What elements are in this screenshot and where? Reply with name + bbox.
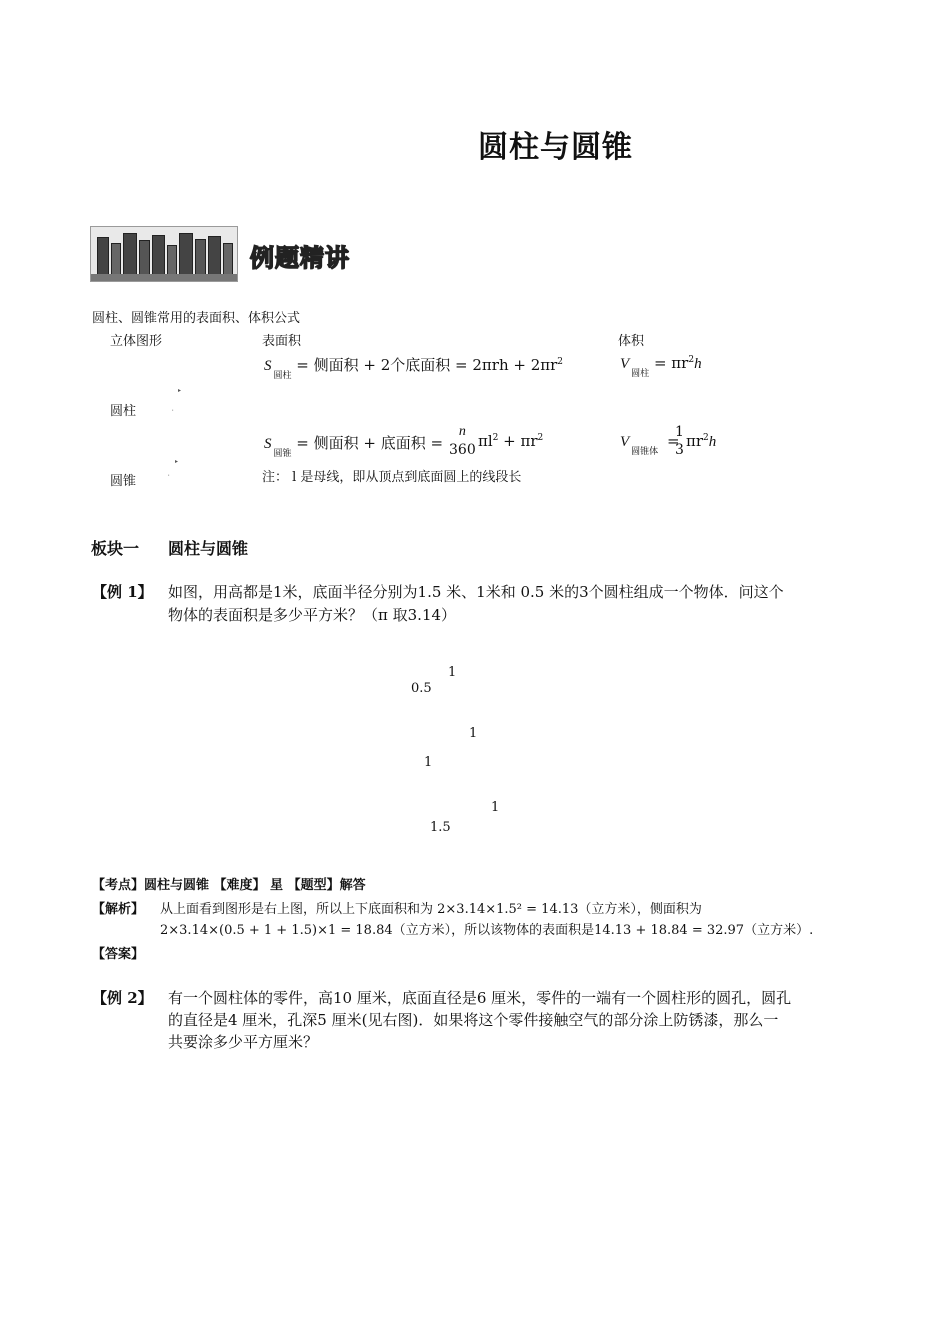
example2-line1: 有一个圆柱体的零件，高10 厘米，底面直径是6 厘米，零件的一端有一个圆柱形的圆孔，圆孔	[168, 989, 792, 1007]
figure-label: 1	[448, 665, 457, 680]
header-shape: 立体图形	[110, 334, 163, 349]
cylinder-surface-formula: $S_{圆柱}$ = 侧面积 + 2个底面积 = $2\pi rh + 2\pi r^2$	[264, 356, 564, 381]
example2-tag: 【例 2】	[92, 989, 153, 1007]
section-title: 圆柱与圆锥	[168, 539, 249, 558]
cone-surface-tail: $\pi l^2 + \pi r^2$	[478, 432, 544, 450]
figure-label: 0.5	[411, 681, 432, 696]
cylinder-volume-formula: $V_{圆柱} = \pi r^2h$	[620, 354, 702, 379]
banner-title: 例题精讲	[250, 244, 350, 272]
cone-volume-fraction: 1 3	[675, 424, 684, 458]
example1-tag: 【例 1】	[92, 583, 153, 601]
cylinder-figure-mark-2: ˌ	[172, 405, 174, 412]
cone-figure-mark: ▸	[175, 458, 179, 465]
cone-volume-tail: $\pi r^2h$	[686, 432, 717, 450]
header-surface: 表面积	[262, 334, 302, 349]
example1-line1: 如图，用高都是1米，底面半径分别为1.5 米、1米和 0.5 米的3个圆柱组成一个物体．问这个	[168, 583, 784, 601]
formula-intro: 圆柱、圆锥常用的表面积、体积公式	[92, 311, 301, 326]
analysis-line1: 从上面看到图形是右上图，所以上下底面积和为 2×3.14×1.5² = 14.13（立方米），侧面积为	[160, 902, 702, 917]
example1-line2: 物体的表面积是多少平方米？（π 取3.14）	[168, 606, 457, 624]
analysis-line2: 2×3.14×(0.5 + 1 + 1.5)×1 = 18.84（立方米），所以该物体的表面积是14.13 + 18.84 = 32.97（立方米）.	[160, 923, 814, 938]
header-volume: 体积	[618, 334, 645, 349]
cone-note: 注： l 是母线，即从顶点到底面圆上的线段长	[262, 470, 522, 485]
figure-label: 1	[491, 800, 500, 815]
example2-line2: 的直径是4 厘米，孔深5 厘米(见右图)．如果将这个零件接触空气的部分涂上防锈漆，那么一	[168, 1011, 779, 1029]
answer-tag: 【答案】	[92, 947, 145, 962]
figure-label: 1	[424, 755, 433, 770]
row-label-cone: 圆锥	[110, 474, 137, 489]
example2-line3: 共要涂多少平方厘米？	[168, 1033, 319, 1051]
row-label-cylinder: 圆柱	[110, 404, 137, 419]
example1-meta: 【考点】圆柱与圆锥 【难度】 星 【题型】解答	[92, 878, 366, 893]
cone-surface-fraction: n 360	[449, 424, 476, 458]
cone-volume-formula: $V_{圆锥体}$ =	[620, 432, 680, 457]
banner-books-image	[90, 226, 238, 282]
page-title: 圆柱与圆锥	[478, 130, 633, 165]
cone-surface-formula: $S_{圆锥}$ = 侧面积 + 底面积 =	[264, 434, 444, 459]
figure-label: 1	[469, 726, 478, 741]
figure-label: 1.5	[430, 820, 451, 835]
cone-figure-mark-2: ˌ	[168, 470, 170, 477]
section-label: 板块一	[91, 539, 140, 558]
analysis-tag: 【解析】	[92, 902, 145, 917]
cylinder-figure-mark: ▸	[178, 387, 182, 394]
